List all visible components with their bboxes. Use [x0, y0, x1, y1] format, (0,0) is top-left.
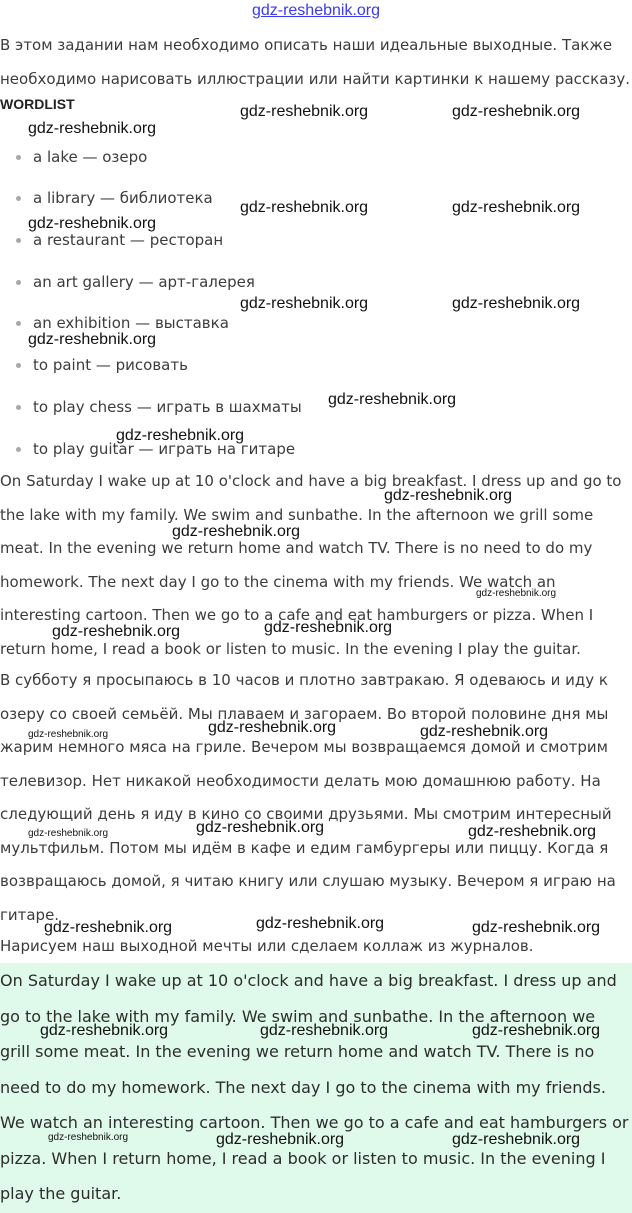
watermark: gdz-reshebnik.org [468, 823, 597, 840]
watermark: gdz-reshebnik.org [452, 199, 581, 216]
watermark: gdz-reshebnik.org [452, 1131, 581, 1148]
watermark: gdz-reshebnik.org [240, 295, 369, 312]
intro-paragraph: В этом задании нам необходимо описать наши идеальные выходные. Также необходимо нарисовать иллюстрации или найти картинки к нашему рассказу. [0, 36, 631, 88]
bullet-icon [16, 155, 21, 160]
watermark: gdz-reshebnik.org [264, 619, 393, 636]
watermark: gdz-reshebnik.org [116, 427, 245, 444]
bullet-icon [16, 321, 21, 326]
watermark: gdz-reshebnik.org [328, 391, 457, 408]
bullet-icon [16, 405, 21, 410]
watermark: gdz-reshebnik.org [196, 819, 325, 836]
task-paragraph: Нарисуем наш выходной мечты или сделаем коллаж из журналов. [0, 937, 534, 955]
watermark: gdz-reshebnik.org [256, 915, 385, 932]
wordlist-heading: WORDLIST [0, 96, 75, 112]
watermark: gdz-reshebnik.org [384, 487, 513, 504]
watermark: gdz-reshebnik.org [44, 919, 173, 936]
watermark: gdz-reshebnik.org [472, 919, 601, 936]
watermark: gdz-reshebnik.org [452, 295, 581, 312]
watermark: gdz-reshebnik.org [40, 1022, 169, 1039]
watermark: gdz-reshebnik.org [240, 199, 369, 216]
watermark: gdz-reshebnik.org [28, 120, 157, 137]
watermark: gdz-reshebnik.org [28, 828, 109, 839]
watermark: gdz-reshebnik.org [476, 588, 557, 599]
bullet-icon [16, 280, 21, 285]
bullet-icon [16, 447, 21, 452]
bullet-icon [16, 363, 21, 368]
watermark: gdz-reshebnik.org [216, 1131, 345, 1148]
watermark: gdz-reshebnik.org [172, 523, 301, 540]
watermark: gdz-reshebnik.org [28, 729, 109, 740]
watermark: gdz-reshebnik.org [208, 719, 337, 736]
watermark: gdz-reshebnik.org [420, 723, 549, 740]
watermark: gdz-reshebnik.org [52, 623, 181, 640]
watermark: gdz-reshebnik.org [28, 215, 157, 232]
watermark: gdz-reshebnik.org [28, 331, 157, 348]
watermark: gdz-reshebnik.org [240, 103, 369, 120]
watermark: gdz-reshebnik.org [452, 103, 581, 120]
bullet-icon [16, 196, 21, 201]
story-english: On Saturday I wake up at 10 o'clock and have a big breakfast. I dress up and go to the lake with my family. We swim and sunbathe. In the afternoon we grill some meat. In the evening we return home and watch TV. There is no need to do my homework. The next day I go to the cinema with my friends. We watch an interesting cartoon. Then we go to a cafe and eat hamburgers or pizza. When I return home, I read a book or listen to music. In the evening I play the guitar. [0, 472, 622, 658]
answer-paragraph: On Saturday I wake up at 10 o'clock and have a big breakfast. I dress up and go to the lake with my family. We swim and sunbathe. In the afternoon we grill some meat. In the evening we return home and watch TV. There is no need to do my homework. The next day I go to the cinema with my friends. We watch an interesting cartoon. Then we go to a cafe and eat hamburgers or pizza. When I return home, I read a book or listen to music. In the evening I play the guitar. [0, 971, 629, 1203]
watermark: gdz-reshebnik.org [472, 1022, 601, 1039]
bullet-icon [16, 238, 21, 243]
site-title-link[interactable]: gdz-reshebnik.org [251, 2, 381, 19]
watermark: gdz-reshebnik.org [260, 1022, 389, 1039]
story-russian: В субботу я просыпаюсь в 10 часов и плотно завтракаю. Я одеваюсь и иду к озеру со своей семьёй. Мы плаваем и загораем. Во второй половине дня мы жарим немного мяса на гриле. Вечером мы возвращаемся домой и смотрим телевизор. Нет никакой необходимости делать мою домашнюю работу. На следующий день я иду в кино со своими друзьями. Мы смотрим интересный мультфильм. Потом мы идём в кафе и едим гамбургеры или пиццу. Когда я возвращаюсь домой, я читаю книгу или слушаю музыку. Вечером я играю на гитаре. [0, 671, 616, 924]
watermark: gdz-reshebnik.org [48, 1132, 129, 1143]
